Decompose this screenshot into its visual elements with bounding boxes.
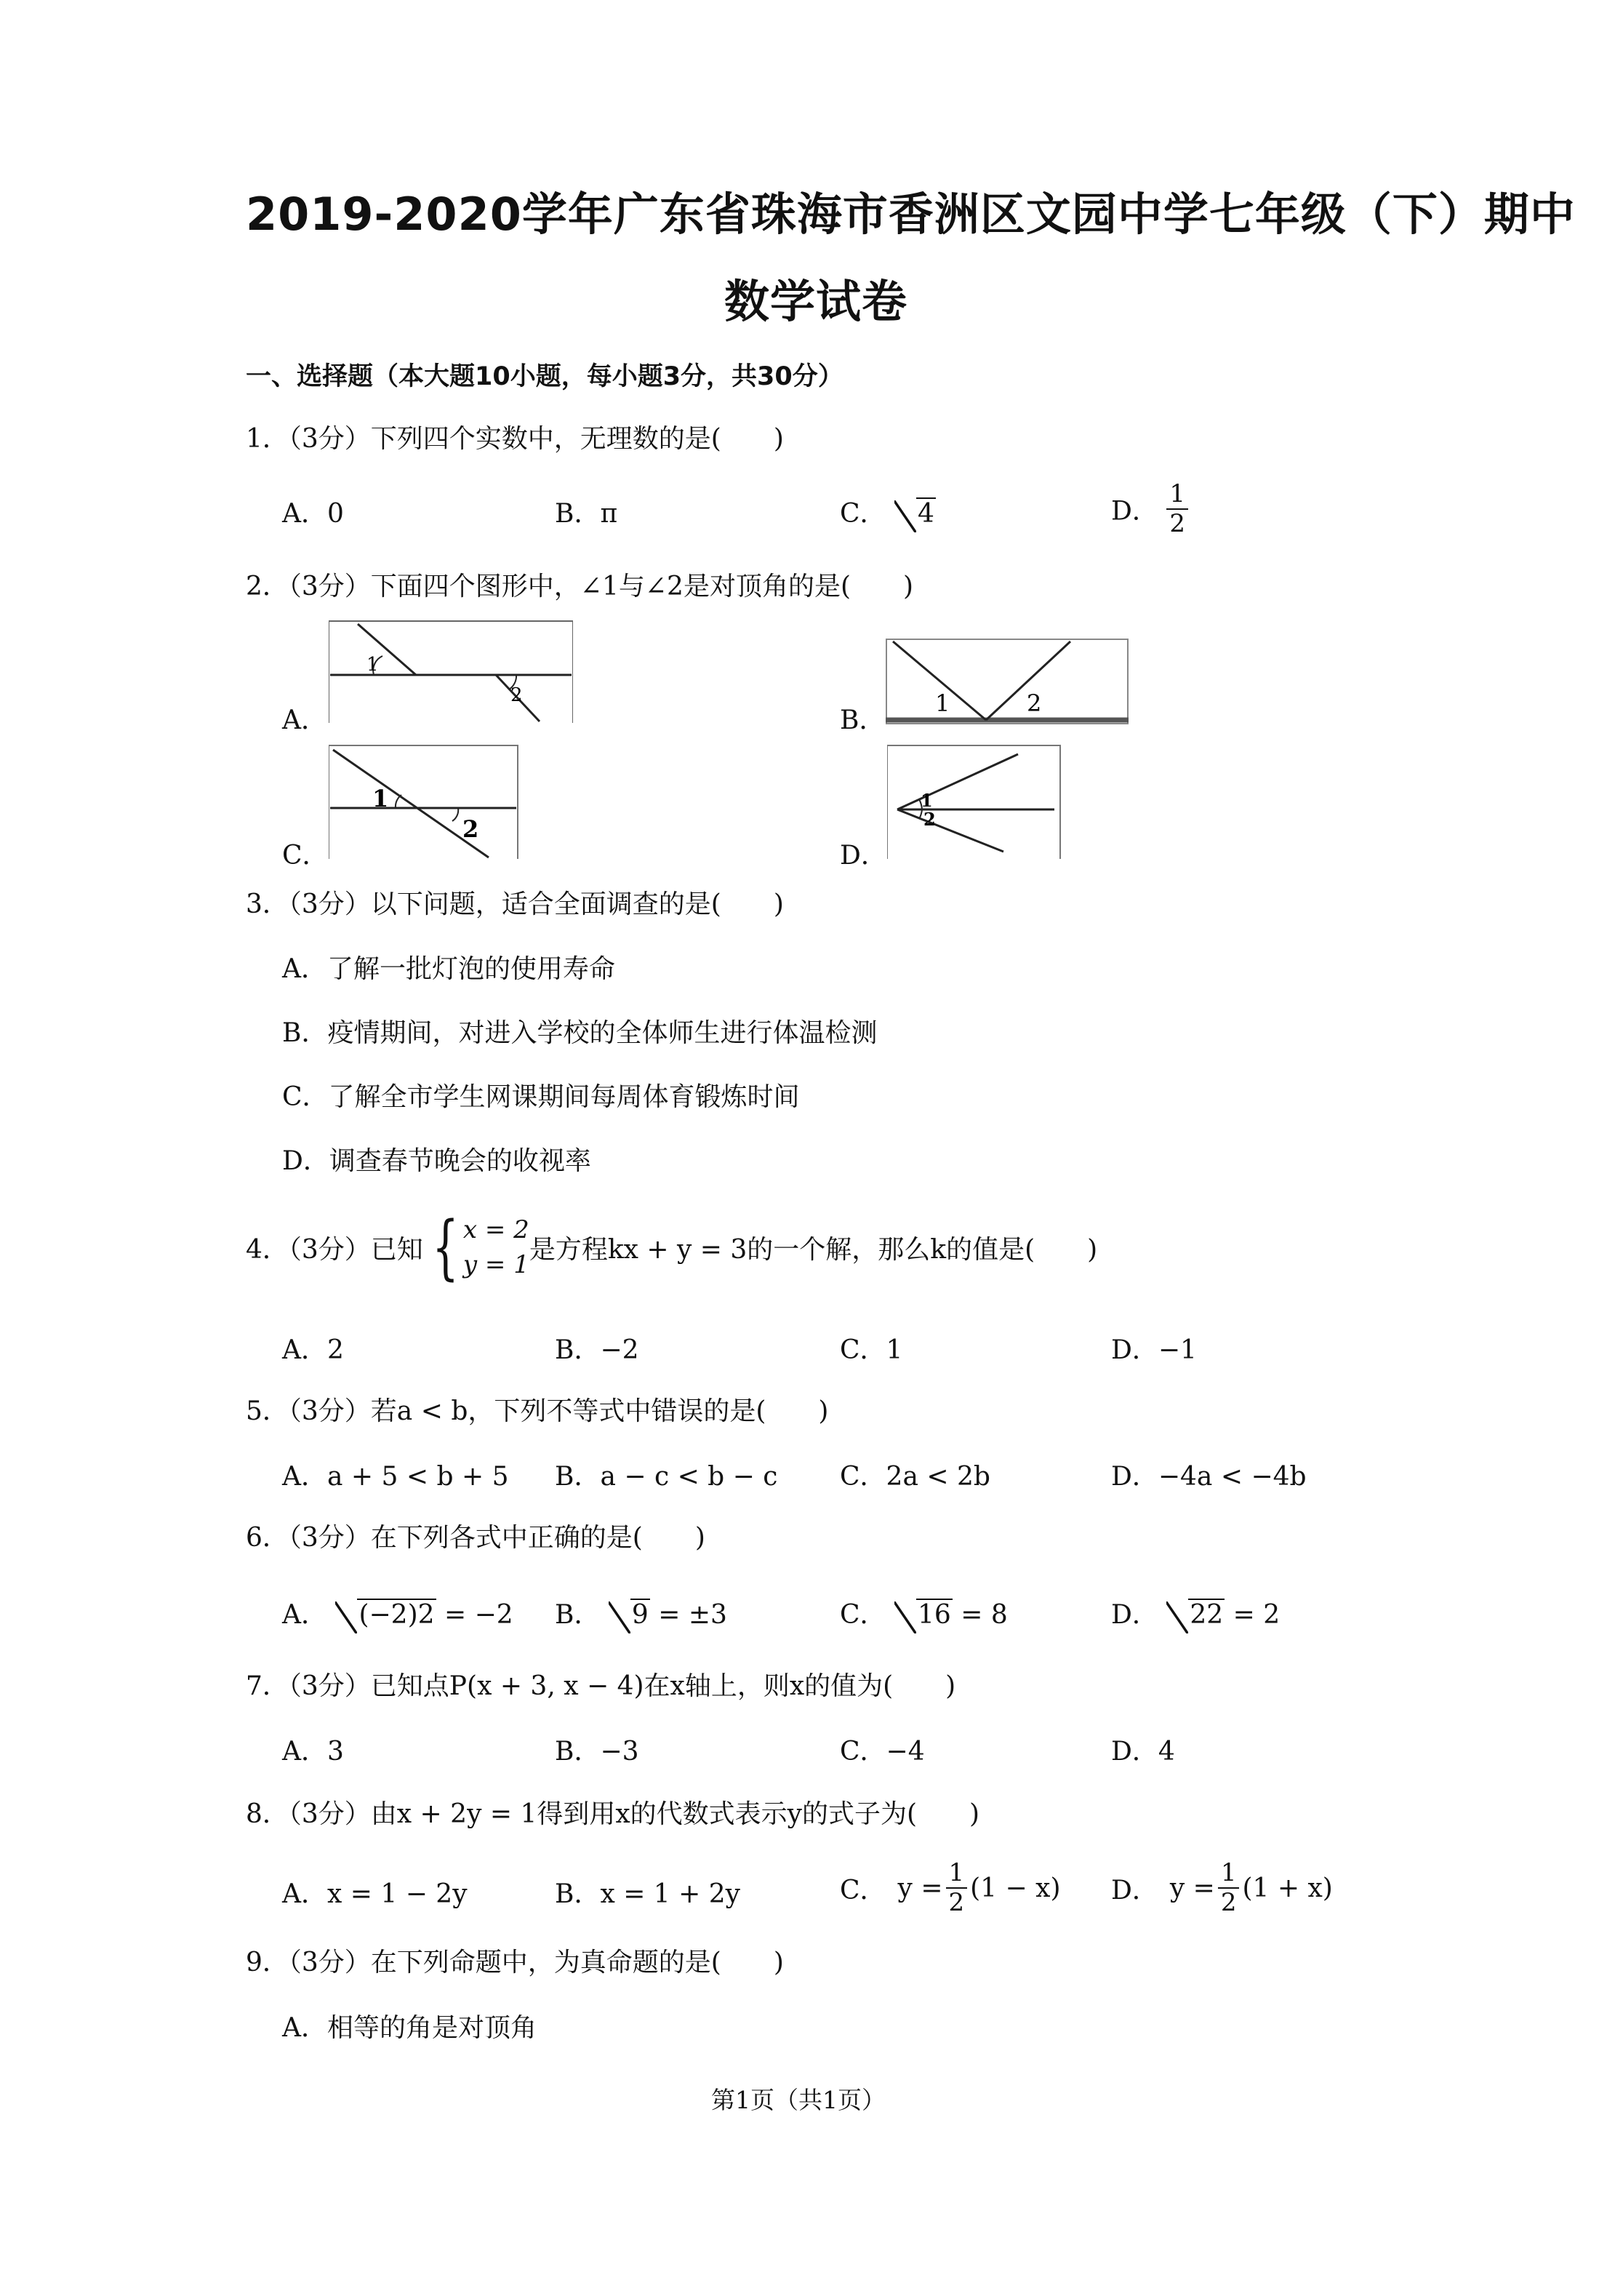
q8-option-c-numerator: 1 xyxy=(946,1859,968,1889)
q6-option-d-rest: = 2 xyxy=(1233,1600,1281,1630)
question-3-stem: 3．（3分）以下问题，适合全面调查的是( ) xyxy=(246,889,784,919)
question-6-stem: 6．（3分）在下列各式中正确的是( ) xyxy=(246,1523,705,1553)
q2-fig-a-angle1: 1 xyxy=(366,654,379,676)
q7-option-b: B．−3 xyxy=(555,1737,639,1767)
q2-option-d-label: D． xyxy=(840,841,887,871)
q8-option-c-label: C． xyxy=(840,1875,886,1905)
question-4-stem xyxy=(246,1207,1098,1289)
question-7-stem: 7．（3分）已知点P(x + 3, x − 4)在x轴上，则x的值为( ) xyxy=(246,1671,956,1701)
q4-brace-symbol: { xyxy=(432,1207,459,1289)
q7-option-a: A．3 xyxy=(282,1737,344,1767)
q6-option-d-sqrt xyxy=(1166,1600,1225,1630)
q8-option-a: A．x = 1 − 2y xyxy=(282,1879,468,1909)
q6-option-b-radicand: 9 xyxy=(631,1600,649,1630)
q6-option-b xyxy=(555,1594,727,1631)
q1-option-a: A．0 xyxy=(282,499,344,529)
q3-option-a: A．了解一批灯泡的使用寿命 xyxy=(282,954,615,984)
q6-option-a-radicand: (−2)2 xyxy=(358,1600,435,1630)
q4-stem-pre: 4．（3分）已知 xyxy=(246,1235,423,1265)
q4-stem-post: 是方程kx + y = 3的一个解，那么k的值是( ) xyxy=(529,1235,1098,1265)
q2-figure-d xyxy=(887,744,1062,859)
q6-option-d-label: D． xyxy=(1111,1600,1158,1630)
q6-option-d xyxy=(1111,1594,1280,1631)
question-2-stem: 2．（3分）下面四个图形中，∠1与∠2是对顶角的是( ) xyxy=(246,572,914,601)
q4-system-line1: x = 2 xyxy=(462,1215,529,1244)
question-8-stem: 8．（3分）由x + 2y = 1得到用x的代数式表示y的式子为( ) xyxy=(246,1799,980,1829)
q2-fig-b-angle1: 1 xyxy=(935,689,950,717)
q4-system-line2: y = 1 xyxy=(462,1249,529,1279)
page-title-line1: 2019-2020学年广东省珠海市香洲区文园中学七年级（下）期中 xyxy=(246,188,1576,241)
q8-option-c-fraction xyxy=(946,1859,968,1917)
q8-option-d-label: D． xyxy=(1111,1875,1158,1905)
q8-option-d-rhs: (1 + x) xyxy=(1242,1873,1333,1903)
q2-fig-c-angle1: 1 xyxy=(372,785,389,812)
q8-option-b: B．x = 1 + 2y xyxy=(555,1879,741,1909)
q8-option-d-denominator: 2 xyxy=(1220,1888,1237,1918)
q4-option-a: A．2 xyxy=(282,1335,344,1365)
q6-option-c xyxy=(840,1594,1008,1631)
page-footer: 第1页（共1页） xyxy=(711,2086,886,2114)
q6-option-d-radicand: 22 xyxy=(1190,1600,1224,1630)
section-heading: 一、选择题（本大题10小题，每小题3分，共30分） xyxy=(246,362,843,391)
q4-option-b: B．−2 xyxy=(555,1335,639,1365)
q6-option-c-sqrt xyxy=(894,1600,953,1630)
q1-option-d-denominator: 2 xyxy=(1169,509,1185,539)
q2-option-b-label: B． xyxy=(840,705,886,735)
q2-option-a-label: A． xyxy=(282,705,327,735)
q6-option-a-sqrt xyxy=(335,1600,436,1630)
q3-option-b: B．疫情期间，对进入学校的全体师生进行体温检测 xyxy=(282,1018,878,1048)
q1-option-b-label: B． xyxy=(555,499,601,529)
q6-option-a-label: A． xyxy=(282,1600,327,1630)
q6-option-b-sqrt xyxy=(609,1600,650,1630)
q6-option-a-rest: = −2 xyxy=(444,1600,513,1630)
q7-option-d: D．4 xyxy=(1111,1737,1175,1767)
q8-option-c-rhs: (1 − x) xyxy=(970,1873,1061,1903)
q2-figure-c xyxy=(329,744,519,859)
q8-option-d-lhs: y = xyxy=(1169,1873,1215,1903)
q6-option-b-rest: = ±3 xyxy=(658,1600,727,1630)
question-1-stem: 1．（3分）下列四个实数中，无理数的是( ) xyxy=(246,424,784,454)
q2-figure-a xyxy=(329,620,573,723)
q6-option-a xyxy=(282,1594,513,1631)
q8-option-d-numerator: 1 xyxy=(1218,1859,1240,1889)
q2-figure-b xyxy=(886,639,1129,724)
q2-option-c-label: C． xyxy=(282,841,329,871)
question-9-stem: 9．（3分）在下列命题中，为真命题的是( ) xyxy=(246,1948,784,1977)
q2-fig-a-angle2: 2 xyxy=(510,684,523,706)
q1-option-b xyxy=(555,493,617,530)
q3-option-c: C．了解全市学生网课期间每周体育锻炼时间 xyxy=(282,1082,800,1112)
q1-option-c-radicand: 4 xyxy=(918,499,934,529)
q1-option-d-numerator: 1 xyxy=(1166,480,1188,510)
q2-fig-b-angle2: 2 xyxy=(1027,689,1042,717)
q5-option-a: A．a + 5 < b + 5 xyxy=(282,1462,509,1492)
q2-fig-d-angle1: 1 xyxy=(921,790,933,811)
q5-option-d: D．−4a < −4b xyxy=(1111,1462,1307,1492)
q4-option-c: C．1 xyxy=(840,1335,903,1365)
q2-fig-c-angle2: 2 xyxy=(462,815,479,843)
q1-option-d-fraction xyxy=(1166,480,1188,538)
q1-option-c xyxy=(840,493,936,530)
q4-equation-system xyxy=(423,1207,529,1289)
q6-option-c-label: C． xyxy=(840,1600,886,1630)
q1-option-c-label: C． xyxy=(840,499,886,529)
q1-option-d-label: D． xyxy=(1111,496,1158,527)
q9-option-a: A．相等的角是对顶角 xyxy=(282,2013,537,2043)
page-title-line2: 数学试卷 xyxy=(724,275,908,328)
q5-option-c: C．2a < 2b xyxy=(840,1462,990,1492)
q8-option-c xyxy=(840,1859,1061,1917)
q8-option-c-denominator: 2 xyxy=(948,1888,965,1918)
q6-option-c-radicand: 16 xyxy=(918,1600,951,1630)
q6-option-c-rest: = 8 xyxy=(961,1600,1008,1630)
q6-option-b-label: B． xyxy=(555,1600,601,1630)
q7-option-c: C．−4 xyxy=(840,1737,925,1767)
q3-option-d: D．调查春节晚会的收视率 xyxy=(282,1146,591,1176)
q8-option-d xyxy=(1111,1859,1333,1917)
q2-fig-d-angle2: 2 xyxy=(923,809,936,830)
q5-option-b: B．a − c < b − c xyxy=(555,1462,778,1492)
q1-option-b-value: π xyxy=(600,499,618,529)
q8-option-d-fraction xyxy=(1218,1859,1240,1917)
q1-option-d xyxy=(1111,480,1188,538)
q4-option-d: D．−1 xyxy=(1111,1335,1197,1365)
question-5-stem: 5．（3分）若a < b，下列不等式中错误的是( ) xyxy=(246,1396,829,1426)
q8-option-c-lhs: y = xyxy=(897,1873,943,1903)
q1-option-c-sqrt xyxy=(894,499,936,529)
